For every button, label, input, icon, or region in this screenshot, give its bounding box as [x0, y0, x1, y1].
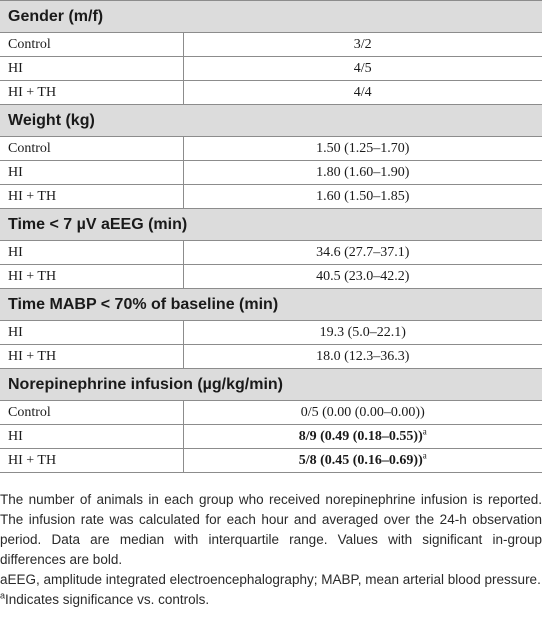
row-label: Control — [0, 137, 183, 161]
table-row — [0, 33, 542, 57]
row-value-text: 8/9 (0.49 (0.18–0.55)) — [298, 428, 423, 444]
row-value — [183, 185, 542, 209]
row-label: HI + TH — [0, 265, 183, 289]
table-row — [0, 185, 542, 209]
section-header-norepinephrine — [0, 369, 542, 401]
row-value-text: 34.6 (27.7–37.1) — [316, 244, 410, 260]
row-value — [183, 449, 542, 473]
table-notes — [0, 490, 542, 610]
row-value-text: 1.50 (1.25–1.70) — [316, 140, 410, 156]
row-value — [183, 137, 542, 161]
row-value — [183, 57, 542, 81]
table-row — [0, 81, 542, 105]
section-header-time-mabp — [0, 289, 542, 321]
table-note-main: The number of animals in each group who received norepinephrine infusion is reported. The infusion rate was calculated for each hour and averaged over the 24-h observation period. Data are median with interquartile range. Values with significant in-group differences are bold. — [0, 492, 542, 567]
row-value — [183, 33, 542, 57]
row-label: HI + TH — [0, 345, 183, 369]
table-note-footnote — [0, 590, 542, 610]
row-value-text: 5/8 (0.45 (0.16–0.69)) — [298, 452, 423, 468]
row-label: HI — [0, 57, 183, 81]
row-value — [183, 161, 542, 185]
row-label: Control — [0, 33, 183, 57]
row-value — [183, 401, 542, 425]
row-value — [183, 321, 542, 345]
row-value-text: 40.5 (23.0–42.2) — [316, 268, 410, 284]
table-row — [0, 425, 542, 449]
row-label: HI — [0, 321, 183, 345]
row-value — [183, 241, 542, 265]
section-title: Norepinephrine infusion (µg/kg/min) — [0, 369, 542, 401]
section-title: Gender (m/f) — [0, 1, 542, 33]
section-title: Weight (kg) — [0, 105, 542, 137]
section-header-time-aeeg — [0, 209, 542, 241]
table-note-abbreviations: aEEG, amplitude integrated electroencephalography; MABP, mean arterial blood pressure. — [0, 572, 541, 587]
table-row — [0, 137, 542, 161]
table-row — [0, 401, 542, 425]
footnote-mark: a — [0, 590, 6, 601]
row-value-text: 1.80 (1.60–1.90) — [316, 164, 410, 180]
row-label: HI — [0, 161, 183, 185]
row-label: HI + TH — [0, 185, 183, 209]
row-value-text: 4/4 — [353, 84, 372, 100]
row-value — [183, 425, 542, 449]
row-value-text: 19.3 (5.0–22.1) — [319, 324, 406, 340]
row-label: HI + TH — [0, 81, 183, 105]
row-label: HI + TH — [0, 449, 183, 473]
row-label: Control — [0, 401, 183, 425]
footnote-text: Indicates significance vs. controls. — [5, 592, 210, 607]
row-value-text: 4/5 — [353, 60, 372, 76]
table-row — [0, 161, 542, 185]
table-row — [0, 241, 542, 265]
row-label: HI — [0, 241, 183, 265]
table-body — [0, 1, 542, 473]
row-value — [183, 265, 542, 289]
table-row — [0, 57, 542, 81]
row-value-text: 1.60 (1.50–1.85) — [316, 188, 410, 204]
section-header-gender — [0, 1, 542, 33]
table-row — [0, 321, 542, 345]
row-value — [183, 345, 542, 369]
table-row — [0, 449, 542, 473]
row-value-text: 0/5 (0.00 (0.00–0.00)) — [300, 404, 425, 420]
section-header-weight — [0, 105, 542, 137]
row-value — [183, 81, 542, 105]
row-value-text: 18.0 (12.3–36.3) — [316, 348, 410, 364]
section-title: Time MABP < 70% of baseline (min) — [0, 289, 542, 321]
significance-superscript: a — [422, 449, 427, 460]
table-row — [0, 345, 542, 369]
table-row — [0, 265, 542, 289]
row-label: HI — [0, 425, 183, 449]
row-value-text: 3/2 — [353, 36, 372, 52]
section-title: Time < 7 µV aEEG (min) — [0, 209, 542, 241]
significance-superscript: a — [422, 425, 427, 436]
